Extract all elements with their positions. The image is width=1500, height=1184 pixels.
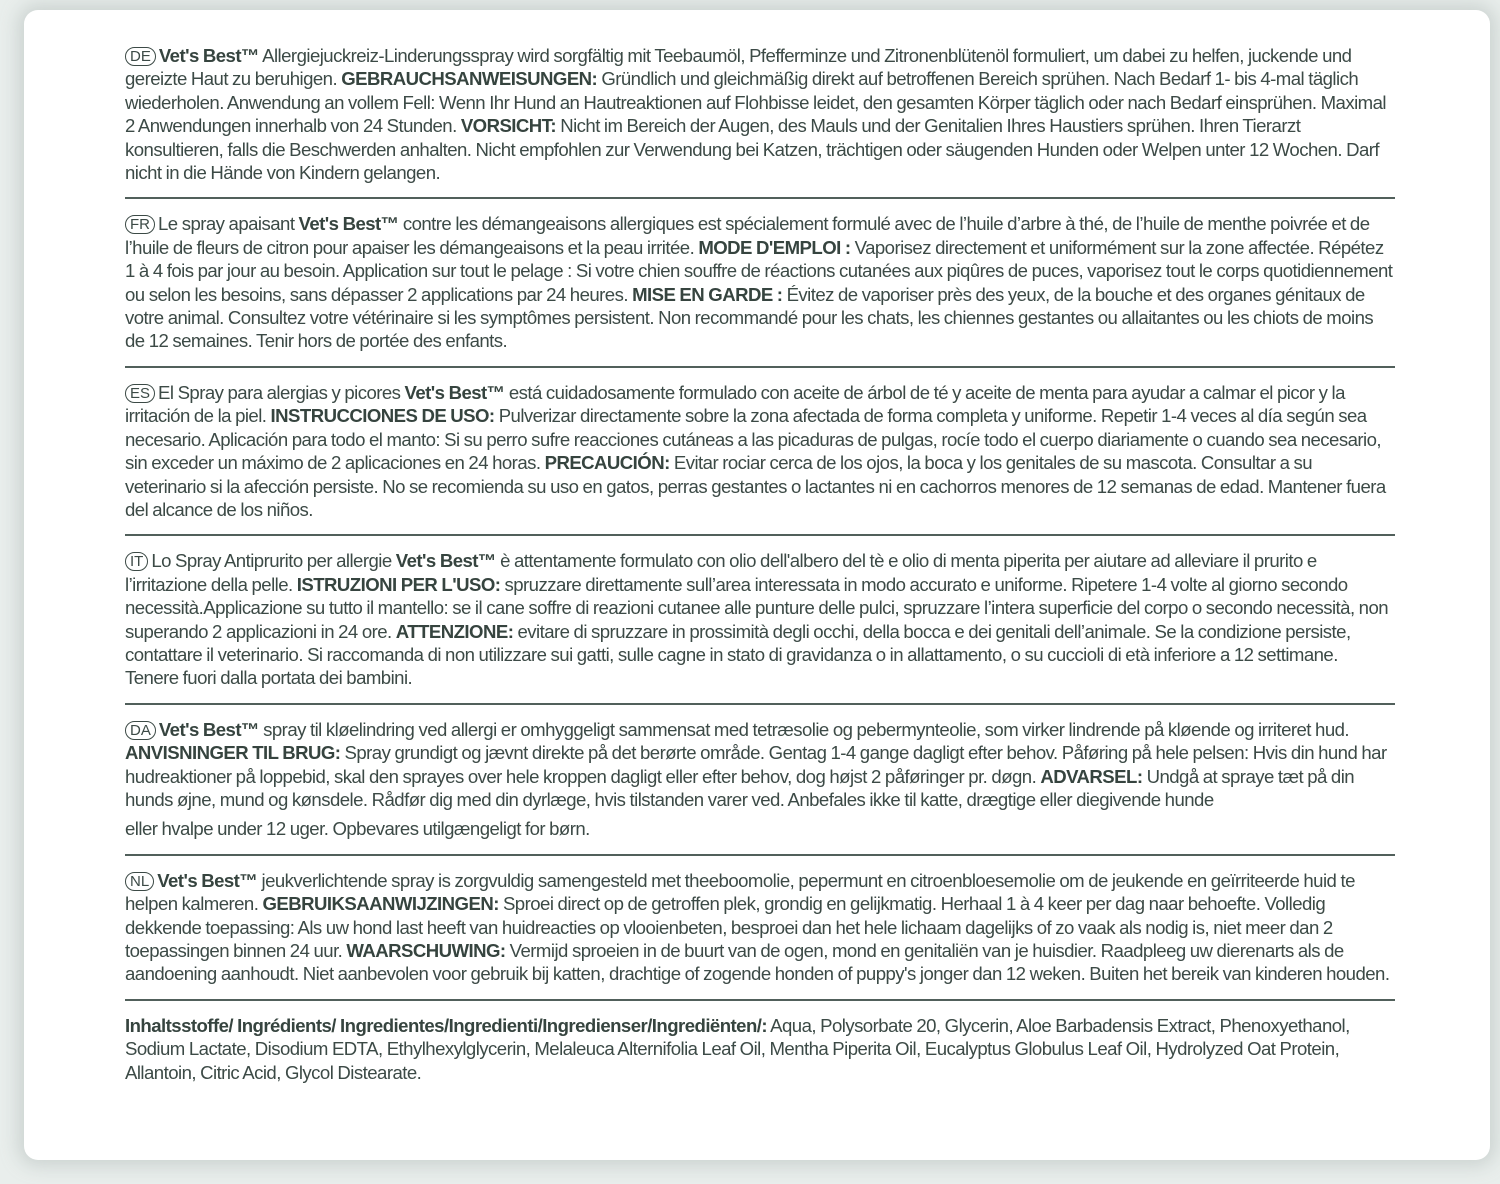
es-intro: está cuidadosamente formulado con aceite de árbol de té y aceite de menta para ayudar a calmar el picor y la irritación de la piel.	[125, 381, 1345, 427]
es-directions: Pulverizar directamente sobre la zona afectada de forma completa y uniforme. Repetir 1-4 veces al día según sea necesario. Aplicación para todo el manto: Si su perro sufre reacciones cutáneas a las picaduras de pulgas, rocíe todo el cuerpo diariamente o cuando sea necesario, sin exceder un máximo de 2 aplicaciones en 24 horas.	[125, 405, 1382, 474]
section-it	[125, 549, 1395, 704]
it-lead: Lo Spray Antiprurito per allergie	[151, 550, 396, 572]
nl-intro: jeukverlichtende spray is zorgvuldig samengesteld met theeboomolie, pepermunt en citroenbloesemolie om de jeukende en geïrriteerde huid te helpen kalmeren.	[125, 869, 1355, 915]
de-directions-heading: GEBRAUCHSANWEISUNGEN:	[341, 68, 598, 90]
it-caution-heading: ATTENZIONE:	[395, 620, 514, 642]
da-caution: Undgå at spraye tæt på din hunds øjne, mund og kønsdele. Rådfør dig med din dyrlæge, hvis tilstanden varer ved. Anbefales ikke til katte, drægtige eller diegivende hunde	[125, 765, 1355, 810]
fr-caution-heading: MISE EN GARDE :	[632, 283, 783, 305]
section-nl	[125, 869, 1395, 1001]
section-da	[125, 718, 1395, 856]
label-content	[125, 44, 1395, 1097]
da-intro: spray til kløelindring ved allergi er omhyggeligt sammensat med tetræsolie og pebermynteolie, som virker lindrende på kløende og irriteret hud.	[259, 718, 1350, 740]
de-caution-heading: VORSICHT:	[460, 115, 557, 137]
de-intro: Allergiejuckreiz-Linderungsspray wird sorgfältig mit Teebaumöl, Pfefferminze und Zitronenblütenöl formuliert, um dabei zu helfen, juckende und gereizte Haut zu beruhigen.	[125, 45, 1352, 90]
nl-caution: Vermijd sproeien in de buurt van de ogen, mond en genitaliën van je huisdier. Raadpleeg uw dierenarts als de aandoening aanhoudt. Niet aanbevolen voor gebruik bij katten, drachtige of zogende honden of puppy's jonger dan 12 weken. Buiten het bereik van kinderen houden.	[125, 940, 1390, 985]
it-intro: è attentamente formulato con olio dell'albero del tè e olio di menta piperita per aiutare ad alleviare il prurito e l’irritazione della pelle.	[125, 550, 1317, 595]
fr-directions: Vaporisez directement et uniformément sur la zone affectée. Répétez 1 à 4 fois par jour au besoin. Application sur tout le pelage : Si votre chien souffre de réactions cutanées aux piqûres de puces, vaporisez tout le corps quotidiennement ou selon les besoins, sans dépasser 2 applications par 24 heures.	[125, 236, 1393, 305]
section-fr	[125, 212, 1395, 367]
language-badge-fr: FR	[125, 215, 155, 234]
brand-name: Vet's Best™	[298, 213, 399, 235]
brand-name: Vet's Best™	[157, 869, 258, 891]
language-badge-it: IT	[125, 552, 148, 571]
brand-name: Vet's Best™	[395, 550, 496, 572]
it-directions-heading: ISTRUZIONI PER L'USO:	[296, 573, 501, 595]
de-caution: Nicht im Bereich der Augen, des Mauls und der Genitalien Ihres Haustiers sprühen. Ihren Tierarzt konsultieren, falls die Beschwerden anhalten. Nicht empfohlen zur Verwendung bei Katzen, trächtigen oder säugenden Hunden oder Welpen unter 12 Wochen. Darf nicht in die Hände von Kindern gelangen.	[125, 115, 1379, 184]
fr-lead: Le spray apaisant	[158, 213, 299, 235]
it-directions: spruzzare direttamente sull’area interessata in modo accurato e uniforme. Ripetere 1-4 volte al giorno secondo necessità.Applicazione su tutto il mantello: se il cane soffre di reazioni cutanee alle punture delle pulci, spruzzare l’intera superficie del corpo o secondo necessità, non superando 2 applicazioni in 24 ore.	[125, 573, 1389, 642]
nl-directions-heading: GEBRUIKSAANWIJZINGEN:	[262, 893, 499, 915]
it-caution: evitare di spruzzare in prossimità degli occhi, della bocca e dei genitali dell’animale. Se la condizione persiste, contattare il veterinario. Si raccomanda di non utilizzare sui gatti, sulle cagne in stato di gravidanza o in allattamento, o su cuccioli di età inferiore a 12 settimane. Tenere fuori dalla portata dei bambini.	[125, 620, 1351, 689]
brand-name: Vet's Best™	[158, 718, 260, 740]
section-ingredients	[125, 1014, 1395, 1097]
da-directions: Spray grundigt og jævnt direkte på det berørte område. Gentag 1-4 gange dagligt efter behov. Påføring på hele pelsen: Hvis din hund har hudreaktioner på loppebid, skal den sprayes over hele kroppen dagligt eller efter behov, dog højst 2 påføringer pr. døgn.	[125, 742, 1387, 787]
section-es	[125, 381, 1395, 536]
da-directions-heading: ANVISNINGER TIL BRUG:	[125, 742, 341, 764]
fr-directions-heading: MODE D'EMPLOI :	[698, 236, 851, 258]
language-badge-es: ES	[125, 384, 155, 403]
es-caution-heading: PRECAUCIÓN:	[544, 452, 670, 474]
es-caution: Evitar rociar cerca de los ojos, la boca y los genitales de su mascota. Consultar a su veterinario si la afección persiste. No se recomienda su uso en gatos, perras gestantes o lactantes ni en cachorros menores de 12 semanas de edad. Mantener fuera del alcance de los niños.	[125, 452, 1386, 520]
brand-name: Vet's Best™	[158, 45, 260, 66]
es-lead: El Spray para alergias y picores	[158, 381, 405, 403]
section-de	[125, 44, 1395, 199]
da-caution-end: eller hvalpe under 12 uger. Opbevares utilgængeligt for børn.	[125, 818, 590, 840]
language-badge-da: DA	[125, 721, 156, 740]
ingredients-list: Aqua, Polysorbate 20, Glycerin, Aloe Barbadensis Extract, Phenoxyethanol, Sodium Lactate, Disodium EDTA, Ethylhexylglycerin, Melaleuca Alternifolia Leaf Oil, Mentha Piperita Oil, Eucalyptus Globulus Leaf Oil, Hydrolyzed Oat Protein, Allantoin, Citric Acid, Glycol Distearate.	[125, 1014, 1350, 1083]
fr-caution: Évitez de vaporiser près des yeux, de la bouche et des organes génitaux de votre animal. Consultez votre vétérinaire si les symptômes persistent. Non recommandé pour les chats, les chiennes gestantes ou allaitantes ou les chiots de moins de 12 semaines. Tenir hors de portée des enfants.	[125, 283, 1374, 352]
brand-name: Vet's Best™	[404, 381, 505, 403]
language-badge-de: DE	[125, 47, 156, 66]
nl-caution-heading: WAARSCHUWING:	[346, 940, 506, 961]
de-directions: Gründlich und gleichmäßig direkt auf betroffenen Bereich sprühen. Nach Bedarf 1- bis 4-mal täglich wiederholen. Anwendung an vollem Fell: Wenn Ihr Hund an Hautreaktionen auf Flohbisse leidet, den gesamten Körper täglich oder nach Bedarf einsprühen. Maximal 2 Anwendungen innerhalb von 24 Stunden.	[125, 68, 1386, 137]
fr-intro: contre les démangeaisons allergiques est spécialement formulé avec de l’huile d’arbre à thé, de l’huile de menthe poivrée et de l’huile de fleurs de citron pour apaiser les démangeaisons et la peau irritée.	[125, 213, 1370, 258]
ingredients-heading: Inhaltsstoffe/ Ingrédients/ Ingredientes/Ingredienti/Ingredienser/Ingrediënten/:	[125, 1014, 768, 1036]
label-card	[24, 10, 1490, 1160]
da-caution-heading: ADVARSEL:	[1040, 765, 1143, 787]
language-badge-nl: NL	[125, 872, 154, 891]
nl-directions: Sproei direct op de getroffen plek, grondig en gelijkmatig. Herhaal 1 à 4 keer per dag naar behoefte. Volledig dekkende toepassing: Als uw hond last heeft van huidreacties op vlooienbeten, besproei dan het hele lichaam dagelijks of zo vaak als nodig is, niet meer dan 2 toepassingen binnen 24 uur.	[125, 893, 1333, 961]
es-directions-heading: INSTRUCCIONES DE USO:	[270, 405, 495, 427]
